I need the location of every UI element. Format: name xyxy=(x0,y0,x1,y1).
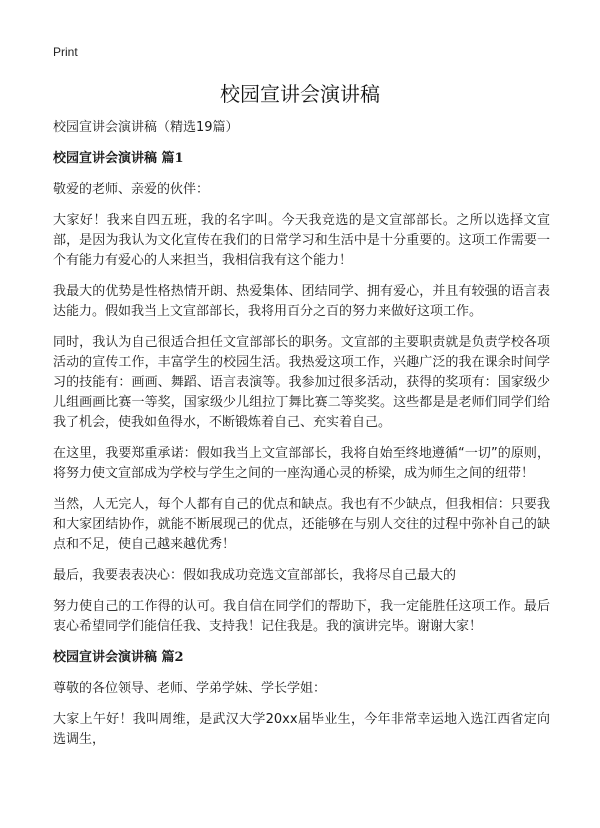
paragraph: 大家上午好！我叫周维，是武汉大学20xx届毕业生，今年非常幸运地入选江西省定向选调生， xyxy=(53,712,550,747)
section-heading: 校园宣讲会演讲稿 篇2 xyxy=(53,650,184,665)
paragraph: 在这里，我要郑重承诺：假如我当上文宣部部长，我将自始至终地遵循“一切”的原则，将努力使文宣部成为学校与学生之间的一座沟通心灵的桥梁，成为师生之间的纽带！ xyxy=(53,446,550,481)
page-title: 校园宣讲会演讲稿 xyxy=(220,82,380,106)
paragraph: 努力使自己的工作得的认可。我自信在同学们的帮助下，我一定能胜任这项工作。最后衷心希望同学们能信任我、支持我！记住我是。我的演讲完毕。谢谢大家！ xyxy=(53,599,550,634)
print-label: Print xyxy=(53,45,78,59)
document-body xyxy=(53,118,550,761)
section-1 xyxy=(53,149,550,637)
section-heading: 校园宣讲会演讲稿 篇1 xyxy=(53,151,184,166)
paragraph: 尊敬的各位领导、老师、学弟学妹、学长学姐： xyxy=(53,681,327,696)
document-subtitle: 校园宣讲会演讲稿（精选19篇） xyxy=(53,120,239,135)
paragraph: 敬爱的老师、亲爱的伙伴： xyxy=(53,182,210,197)
paragraph: 最后，我要表表决心：假如我成功竞选文宣部部长，我将尽自己最大的 xyxy=(53,568,457,583)
paragraph: 当然，人无完人，每个人都有自己的优点和缺点。我也有不少缺点，但我相信：只要我和大家团结协作，就能不断展现己的优点，还能够在与别人交往的过程中弥补自己的缺点和不足，使自己越来越优秀！ xyxy=(53,497,550,552)
section-2 xyxy=(53,648,550,750)
paragraph: 大家好！我来自四五班，我的名字叫。今天我竞选的是文宣部部长。之所以选择文宣部，是因为我认为文化宣传在我们的日常学习和生活中是十分重要的。这项工作需要一个有能力有爱心的人来担当，我相信我有这个能力！ xyxy=(53,213,550,268)
paragraph: 我最大的优势是性格热情开朗、热爱集体、团结同学、拥有爱心，并且有较强的语言表达能力。假如我当上文宣部部长，我将用百分之百的努力来做好这项工作。 xyxy=(53,284,550,319)
paragraph: 同时，我认为自己很适合担任文宣部部长的职务。文宣部的主要职责就是负责学校各项活动的宣传工作，丰富学生的校园生活。我热爱这项工作，兴趣广泛的我在课余时间学习的技能有：画画、舞蹈、语言表演等。我参加过很多活动，获得的奖项有：国家级少儿组画画比赛一等奖，国家级少儿组拉丁舞比赛二等奖奖。这些都是是老师们同学们给我了机会，使我如鱼得水，不断锻炼着自己、充实着自己。 xyxy=(53,335,550,430)
